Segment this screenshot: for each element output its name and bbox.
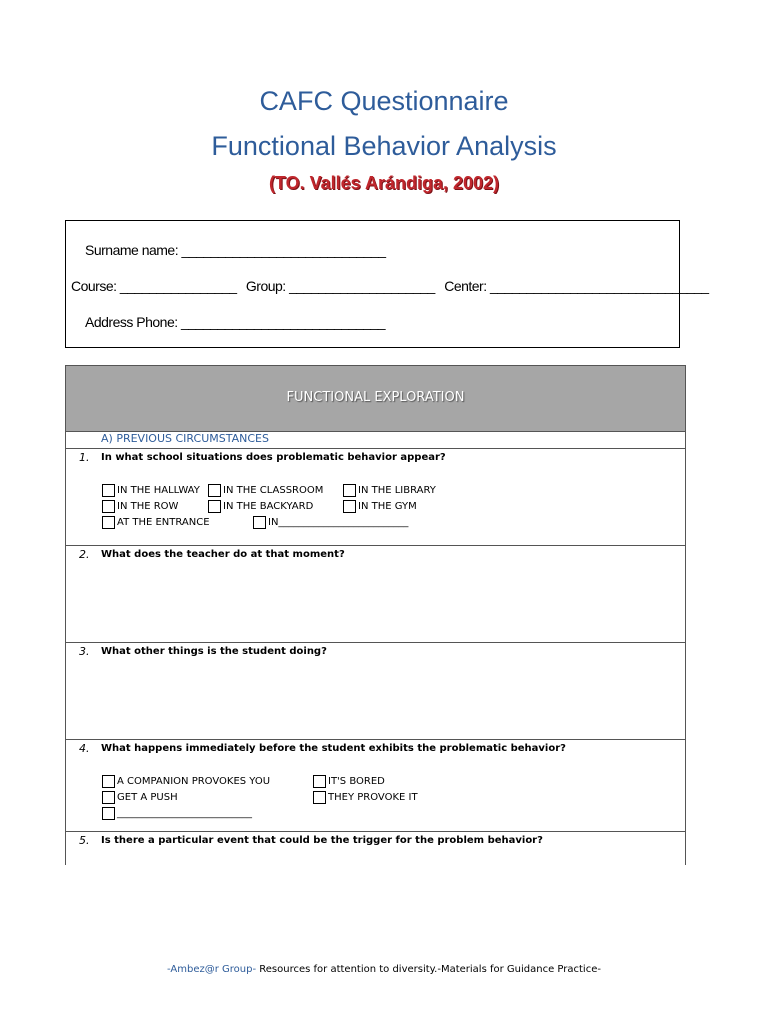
checkbox[interactable] [343,500,356,513]
section-heading: A) PREVIOUS CIRCUMSTANCES [101,432,269,445]
checkbox[interactable] [102,500,115,513]
question-row [65,832,686,865]
page-title: CAFC Questionnaire [259,86,509,116]
option-push[interactable] [102,790,178,805]
option-gym[interactable] [343,499,417,514]
checkbox[interactable] [102,807,115,820]
address-phone-field[interactable]: Address Phone: ____________________________ [85,314,386,330]
surname-field[interactable]: Surname name: ____________________________ [85,242,386,258]
functional-exploration-table [65,365,687,865]
option-entrance[interactable] [102,515,210,530]
option-label: IN__________________________ [268,517,409,528]
question-text: Is there a particular event that could be the trigger for the problem behavior? [101,835,543,846]
option-label: IN THE BACKYARD [223,501,314,512]
course-field[interactable]: Course: ________________ [71,278,237,294]
option-they-provoke[interactable] [313,790,418,805]
page-subtitle: Functional Behavior Analysis [211,131,557,161]
option-bored[interactable] [313,774,385,789]
option-label: IN THE GYM [358,501,417,512]
question-row [65,546,686,643]
student-info-box [65,220,709,348]
question-number: 3. [79,645,90,658]
question-row [65,449,686,546]
question-number: 5. [79,834,90,847]
question-number: 1. [79,451,90,464]
question-number: 4. [79,742,90,755]
question-text: In what school situations does problematic behavior appear? [101,452,446,463]
author-citation: (TO. Vallés Arándiga, 2002) [268,173,500,193]
checkbox[interactable] [343,484,356,497]
option-companion-provokes[interactable] [102,774,270,789]
option-library[interactable] [343,483,436,498]
option-hallway[interactable] [102,483,200,498]
option-label: A COMPANION PROVOKES YOU [117,776,271,787]
question-number: 2. [79,548,90,561]
page-footer [0,964,768,975]
table-header [65,365,686,432]
option-label: ___________________________ [117,808,252,819]
checkbox[interactable] [313,791,326,804]
question-text: What other things is the student doing? [101,646,327,657]
option-row[interactable] [102,499,178,514]
checkbox[interactable] [208,500,221,513]
option-label: IN THE LIBRARY [358,485,436,496]
option-other[interactable] [102,806,252,821]
checkbox[interactable] [102,791,115,804]
checkbox[interactable] [313,775,326,788]
checkbox[interactable] [102,484,115,497]
checkbox[interactable] [102,775,115,788]
checkbox[interactable] [208,484,221,497]
question-text: What does the teacher do at that moment? [101,549,345,560]
option-label: IN THE CLASSROOM [223,485,324,496]
checkbox[interactable] [102,516,115,529]
option-classroom[interactable] [208,483,323,498]
section-heading-row [65,432,686,449]
option-label: GET A PUSH [117,792,178,803]
course-group-center-line [71,278,715,294]
option-label: IN THE HALLWAY [117,485,200,496]
option-label: IN THE ROW [117,501,179,512]
group-field[interactable]: Group: ____________________ [245,278,435,294]
question-row [65,740,686,832]
footer-text: Resources for attention to diversity.-Materials for Guidance Practice- [256,964,601,975]
option-label: AT THE ENTRANCE [117,517,210,528]
checkbox[interactable] [253,516,266,529]
table-header-label: FUNCTIONAL EXPLORATION [286,390,465,405]
question-row [65,643,686,740]
center-field[interactable]: Center: ______________________________ [444,278,709,294]
question-text: What happens immediately before the student exhibits the problematic behavior? [101,743,566,754]
option-other-location[interactable] [253,515,408,530]
footer-group: -Ambez@r Group- [167,964,257,975]
option-label: THEY PROVOKE IT [328,792,418,803]
option-backyard[interactable] [208,499,313,514]
option-label: IT'S BORED [328,776,385,787]
